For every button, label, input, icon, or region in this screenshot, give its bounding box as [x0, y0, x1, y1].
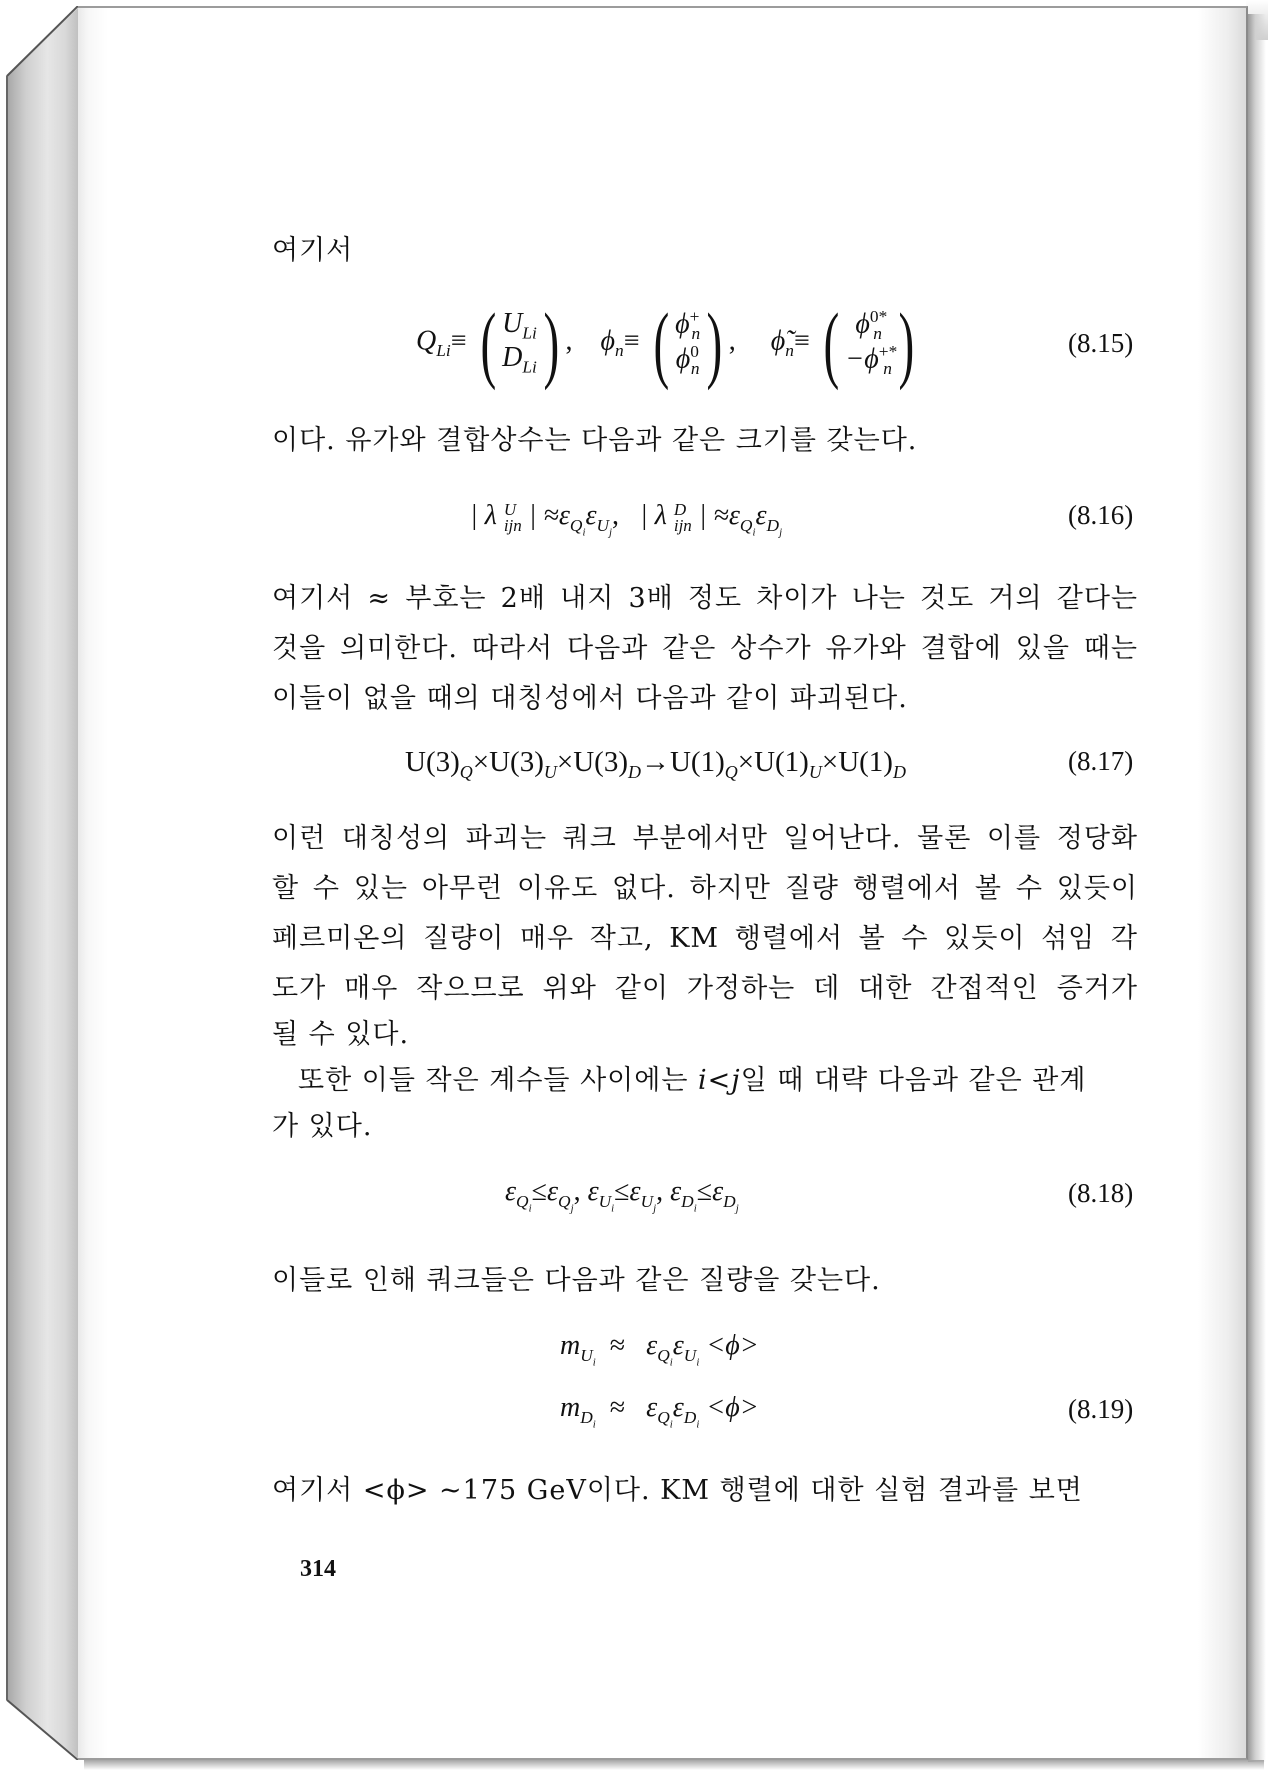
para3-line-2: 가 있다. — [272, 1111, 373, 1142]
eq818-le-2: ≤ — [614, 1176, 630, 1207]
para3-i: i — [697, 1065, 708, 1096]
para1-line-2: 것을 의미한다. 따라서 다음과 같은 상수가 유가와 결합에 있을 때는 — [272, 633, 1138, 664]
equation-8-17 — [405, 746, 906, 783]
text-last-line: 여기서 <ϕ> ~175 GeV이다. KM 행렬에 대한 실험 결과를 보면 — [272, 1475, 1083, 1506]
eq815-phi-top-sub: n — [691, 323, 701, 343]
eq819-sub-i4: i — [592, 1418, 596, 1431]
eq818-eps-6: ε — [712, 1176, 724, 1207]
eq816-e4-sub: D — [766, 515, 780, 535]
eq815-comma-1: , — [565, 325, 573, 357]
eq819-sub-i2: i — [669, 1356, 673, 1369]
eq815-D-sub: Li — [522, 357, 537, 377]
equation-8-15 — [416, 295, 921, 391]
eq818-eps-3: ε — [587, 1176, 599, 1207]
eq815-phi-top-sup: + — [689, 306, 700, 326]
eq815-U-sub: Li — [522, 323, 537, 343]
eq818-eps-2: ε — [546, 1176, 559, 1207]
eq818-eps-1: ε — [505, 1176, 517, 1207]
eq818-sub-U1: U — [598, 1191, 612, 1211]
eq816-e1-sub: Q — [569, 515, 583, 535]
equation-8-16 — [470, 500, 782, 538]
eq815-phi-sub: n — [615, 341, 624, 361]
eq816-lambda-u-sup: U — [503, 500, 517, 520]
eq818-sub-j2: j — [653, 1202, 657, 1215]
eq816-e3-sub: Q — [739, 515, 753, 535]
eq815-Q-sub: Li — [436, 341, 451, 361]
eq818-sub-i2: i — [611, 1202, 615, 1215]
equation-number-8-18: (8.18) — [1068, 1178, 1134, 1208]
equation-8-19-row-1 — [560, 1330, 759, 1368]
eq816-lambda-u-sub: ijn — [503, 515, 522, 535]
eq816-lambda-d: | λ — [640, 500, 667, 531]
eq817-u1-3: U(1) — [838, 746, 893, 778]
para2-line-4: 도가 매우 작으므로 위와 같이 가정하는 데 대한 간접적인 증거가 — [272, 973, 1138, 1004]
eq817-u1-1: U(1) — [669, 746, 725, 778]
eq819-approx-2: ≈ — [609, 1392, 626, 1423]
eq816-approx-2: | ≈ε — [698, 500, 740, 531]
eq819-sub-D2: D — [683, 1407, 697, 1427]
eq819-sub-i6: i — [696, 1418, 700, 1431]
eq815-phit-bot-sub: n — [883, 358, 892, 378]
eq815-D: D — [502, 342, 523, 373]
eq818-eps-5: ε — [670, 1176, 682, 1207]
eq816-e4: ε — [755, 500, 767, 531]
eq818-comma-2: , — [656, 1176, 664, 1207]
eq819-sub-i3: i — [696, 1356, 700, 1369]
eq819-sub-D1: D — [580, 1407, 593, 1427]
eq818-le-3: ≤ — [696, 1176, 713, 1207]
eq819-sub-i1: i — [592, 1356, 596, 1369]
eq816-e1-subsub: i — [582, 526, 586, 539]
text-after-8-15: 이다. 유가와 결합상수는 다음과 같은 크기를 갖는다. — [272, 425, 918, 456]
eq815-equiv-2: ≡ — [623, 325, 640, 357]
eq817-sub-d2: D — [892, 761, 906, 782]
eq816-e4-subsub: j — [779, 526, 783, 539]
eq816-lambda-u: | λ — [470, 500, 497, 531]
equation-8-18 — [505, 1176, 739, 1214]
eq817-sub-u1: U — [543, 761, 557, 782]
eq817-u1-2: U(1) — [754, 746, 809, 778]
eq817-times-1: × — [472, 746, 490, 778]
eq815-comma-2: , — [728, 325, 736, 357]
eq818-sub-i1: i — [528, 1202, 532, 1215]
eq815-phit-top-sup: 0* — [869, 306, 888, 326]
page-number: 314 — [300, 1556, 336, 1582]
eq816-approx-1: | ≈ε — [528, 500, 570, 531]
para1-line-1: 여기서 ≈ 부호는 2배 내지 3배 정도 차이가 나는 것도 거의 같다는 — [272, 583, 1138, 614]
eq816-lambda-d-sup: D — [673, 500, 687, 520]
equation-number-8-16: (8.16) — [1068, 500, 1134, 530]
eq819-vev-1: <ϕ> — [706, 1330, 759, 1361]
eq815-phit-top-sub: n — [873, 323, 882, 343]
eq819-approx-1: ≈ — [609, 1330, 626, 1361]
eq815-equiv-1: ≡ — [450, 325, 467, 357]
para3-j: j — [731, 1065, 741, 1096]
eq819-m-1: m — [560, 1330, 581, 1361]
eq817-times-2: × — [556, 746, 574, 778]
para3-text-a: 또한 이들 작은 계수들 사이에는 — [298, 1065, 698, 1096]
eq815-matrix-phitilde: ( $\phi^{0*}_n$ $-\phi^{+*}_n$ ) — [823, 295, 915, 391]
eq819-eps-1: ε — [646, 1330, 658, 1361]
eq817-arrow: → — [640, 746, 670, 778]
eq818-comma-1: , — [573, 1176, 581, 1207]
eq815-phi-bot-sub: n — [690, 358, 700, 378]
eq818-sub-i3: i — [693, 1202, 697, 1215]
para2-line-1: 이런 대칭성의 파괴는 쿼크 부분에서만 일어난다. 물론 이를 정당화 — [272, 823, 1138, 854]
para2-line-5: 될 수 있다. — [272, 1019, 410, 1050]
eq817-times-3: × — [737, 746, 755, 778]
eq815-phitilde-sub: n — [785, 341, 794, 361]
text-where-intro: 여기서 — [272, 235, 354, 266]
eq815-matrix-phi: ( $\phi^+_n$ $\phi^0_n$ ) — [652, 295, 723, 391]
eq818-le-1: ≤ — [531, 1176, 547, 1207]
eq817-sub-d1: D — [627, 761, 641, 782]
eq816-e2-subsub: j — [609, 526, 613, 539]
eq815-U: U — [502, 308, 523, 340]
eq817-times-4: × — [821, 746, 839, 778]
eq817-sub-q2: Q — [724, 761, 738, 782]
para3-line-1 — [298, 1058, 1138, 1097]
eq819-sub-i5: i — [669, 1418, 673, 1431]
eq818-sub-j1: j — [570, 1202, 574, 1215]
eq819-sub-Q2: Q — [657, 1407, 670, 1427]
eq819-eps-3: ε — [646, 1392, 658, 1423]
eq818-sub-Q2: Q — [558, 1191, 571, 1211]
eq815-phit-bot-sup: +* — [878, 342, 898, 361]
para2-line-3: 페르미온의 질량이 매우 작고, KM 행렬에서 볼 수 있듯이 섞임 각 — [272, 923, 1138, 954]
equation-number-8-15: (8.15) — [1068, 328, 1134, 358]
equation-number-8-19: (8.19) — [1068, 1394, 1134, 1424]
eq815-matrix-QL: ( $U_{Li}$ $D_{Li}$ ) — [479, 295, 560, 391]
eq817-u3-3: U(3) — [573, 746, 628, 778]
eq817-sub-q1: Q — [459, 761, 473, 782]
para1-line-3: 이들이 없을 때의 대칭성에서 다음과 같이 파괴된다. — [272, 683, 908, 714]
eq819-m-2: m — [560, 1392, 581, 1423]
text-after-8-18: 이들로 인해 쿼크들은 다음과 같은 질량을 갖는다. — [272, 1265, 881, 1296]
eq818-eps-4: ε — [629, 1176, 641, 1207]
eq817-sub-u2: U — [808, 761, 822, 782]
eq816-sep: , — [612, 500, 620, 531]
eq816-e2: ε — [585, 500, 597, 531]
eq815-equiv-3: ≡ — [793, 325, 810, 357]
para3-lt: < — [707, 1065, 732, 1096]
eq818-sub-U2: U — [640, 1191, 654, 1211]
para3-text-b: 일 때 대략 다음과 같은 관계 — [740, 1065, 1087, 1096]
eq819-vev-2: <ϕ> — [706, 1392, 759, 1423]
equation-8-19-row-2 — [560, 1392, 759, 1430]
eq818-sub-D1: D — [681, 1191, 694, 1211]
eq818-sub-j3: j — [735, 1202, 739, 1215]
eq819-sub-Q1: Q — [657, 1345, 670, 1365]
eq817-u3-1: U(3) — [405, 746, 460, 778]
eq816-e3-subsub: i — [752, 526, 756, 539]
eq816-lambda-d-sub: ijn — [673, 515, 692, 535]
eq818-sub-D2: D — [723, 1191, 736, 1211]
eq819-sub-U2: U — [683, 1345, 697, 1365]
equation-number-8-17: (8.17) — [1068, 746, 1134, 776]
eq815-phit-bot: −ϕ — [845, 343, 879, 375]
eq817-u3-2: U(3) — [489, 746, 544, 778]
para2-line-2: 할 수 있는 아무런 이유도 없다. 하지만 질량 행렬에서 볼 수 있듯이 — [272, 873, 1138, 904]
eq815-phi-bot-sup: 0 — [690, 342, 699, 361]
eq818-sub-Q1: Q — [516, 1191, 529, 1211]
eq815-phitilde: ϕ̃ — [770, 325, 786, 357]
eq819-eps-4: ε — [672, 1392, 684, 1423]
eq815-phi: ϕ — [600, 325, 616, 357]
eq815-Q: Q — [416, 325, 437, 357]
eq819-sub-U1: U — [580, 1345, 593, 1365]
eq816-e2-sub: U — [596, 515, 610, 535]
eq819-eps-2: ε — [672, 1330, 684, 1361]
